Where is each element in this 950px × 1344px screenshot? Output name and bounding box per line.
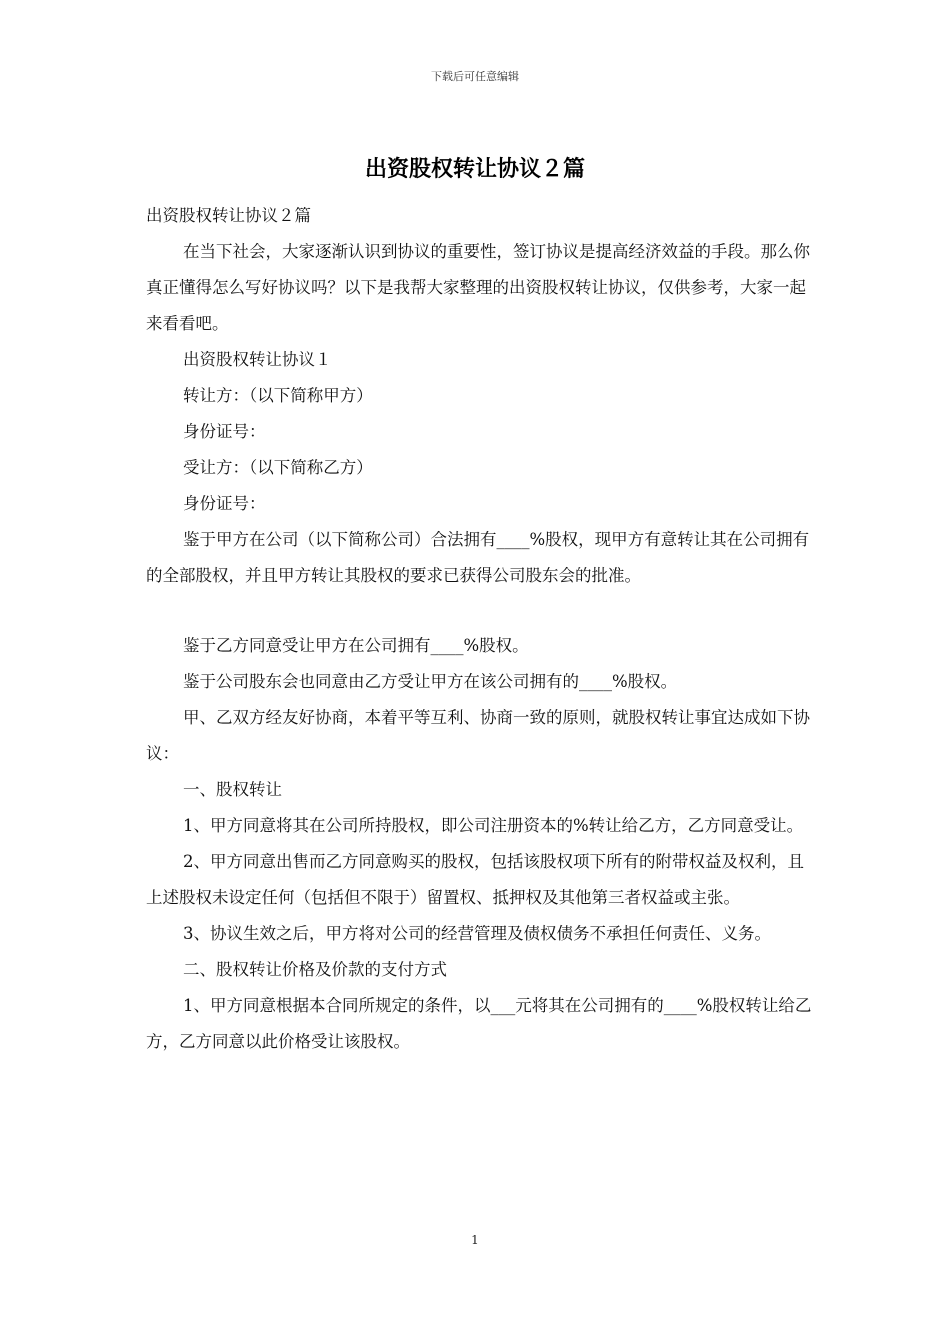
paragraph-whereas-1: 鉴于甲方在公司（以下简称公司）合法拥有____%股权，现甲方有意转让其在公司拥有的全部股权，并且甲方转让其股权的要求已获得公司股东会的批准。 [146,530,810,585]
document-title: 出资股权转让协议２篇 [364,157,585,182]
page-number: 1 [471,1233,479,1247]
paragraph-transferor: 转让方：（以下简称甲方） [183,386,373,405]
paragraph-whereas-3: 鉴于公司股东会也同意由乙方受让甲方在该公司拥有的____%股权。 [183,672,678,691]
paragraph-agreement-heading: 出资股权转让协议１ [183,350,332,369]
paragraph-intro: 在当下社会，大家逐渐认识到协议的重要性，签订协议是提高经济效益的手段。那么你真正懂得怎么写好协议吗？以下是我帮大家整理的出资股权转让协议，仅供参考，大家一起来看看吧。 [146,242,810,333]
section-heading-1: 一、股权转让 [183,780,282,799]
paragraph-subtitle: 出资股权转让协议２篇 [146,206,311,225]
clause-1-2: 2、甲方同意出售而乙方同意购买的股权，包括该股权项下所有的附带权益及权利，且上述股权未设定任何（包括但不限于）留置权、抵押权及其他第三者权益或主张。 [146,852,804,907]
paragraph-whereas-2: 鉴于乙方同意受让甲方在公司拥有____%股权。 [183,636,529,655]
paragraph-transferee-id: 身份证号： [183,494,266,513]
paragraph-transferor-id: 身份证号： [183,422,266,441]
paragraph-consensus: 甲、乙双方经友好协商，本着平等互利、协商一致的原则，就股权转让事宜达成如下协议： [146,708,810,763]
paragraph-transferee: 受让方：（以下简称乙方） [183,458,373,477]
clause-1-1: 1、甲方同意将其在公司所持股权，即公司注册资本的%转让给乙方，乙方同意受让。 [183,816,804,835]
clause-1-3: 3、协议生效之后，甲方将对公司的经营管理及债权债务不承担任何责任、义务。 [183,924,771,943]
section-heading-2: 二、股权转让价格及价款的支付方式 [183,960,447,979]
clause-2-1: 1、甲方同意根据本合同所规定的条件，以___元将其在公司拥有的____%股权转让给乙方，乙方同意以此价格受让该股权。 [146,996,812,1051]
document-body [146,198,816,1060]
header-note: 下载后可任意编辑 [431,70,519,83]
